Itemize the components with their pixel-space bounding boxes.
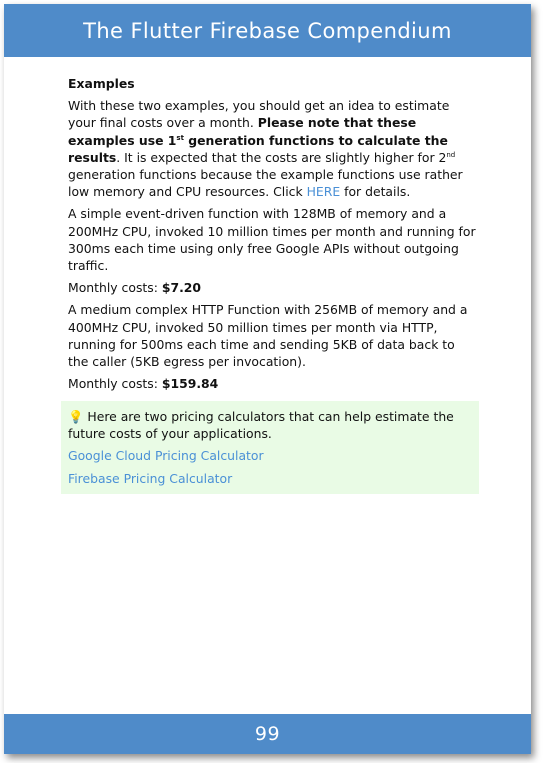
google-cloud-calculator-link[interactable]: Google Cloud Pricing Calculator — [68, 448, 264, 464]
tip-box — [61, 401, 479, 494]
intro-text-c: generation functions because the example functions use rather low memory and CPU resources. Click — [68, 167, 463, 200]
page-header — [4, 4, 531, 57]
firebase-calculator-link[interactable]: Firebase Pricing Calculator — [68, 470, 233, 486]
intro-bold-note: Please note that these examples use 1st generation functions to calculate the results — [68, 115, 448, 165]
example1-cost-value: $7.20 — [161, 280, 202, 296]
intro-text-a: With these two examples, you should get an idea to estimate your final costs over a month. — [68, 98, 450, 131]
page-footer — [4, 714, 531, 754]
intro-text-d: for details. — [340, 184, 411, 200]
example2-cost: Monthly costs: $159.84 — [68, 376, 219, 392]
example2-cost-value: $159.84 — [161, 376, 219, 392]
tip-text: 💡 Here are two pricing calculators that can help estimate the future costs of your applications. — [68, 409, 454, 442]
lightbulb-icon: 💡 — [68, 409, 84, 424]
book-title: The Flutter Firebase Compendium — [83, 18, 452, 43]
intro-sup-nd: nd — [446, 150, 456, 159]
page-number: 99 — [254, 723, 281, 745]
intro-text-b: . It is expected that the costs are slightly higher for 2 — [116, 149, 447, 165]
here-link[interactable]: HERE — [306, 184, 341, 200]
example2-description: A medium complex HTTP Function with 256MB of memory and a 400MHz CPU, invoked 50 million times per month via HTTP, running for 500ms each time and sending 5KB of data back to the caller (5KB egress per invocation). — [68, 302, 468, 370]
intro-paragraph — [68, 97, 478, 200]
document-page — [4, 4, 531, 754]
example1-description: A simple event-driven function with 128MB of memory and a 200MHz CPU, invoked 10 million times per month and running for 300ms each time using only free Google APIs without outgoing traffic. — [68, 206, 476, 274]
page-content — [68, 75, 478, 397]
section-heading: Examples — [68, 76, 135, 91]
example1-cost: Monthly costs: $7.20 — [68, 280, 202, 296]
